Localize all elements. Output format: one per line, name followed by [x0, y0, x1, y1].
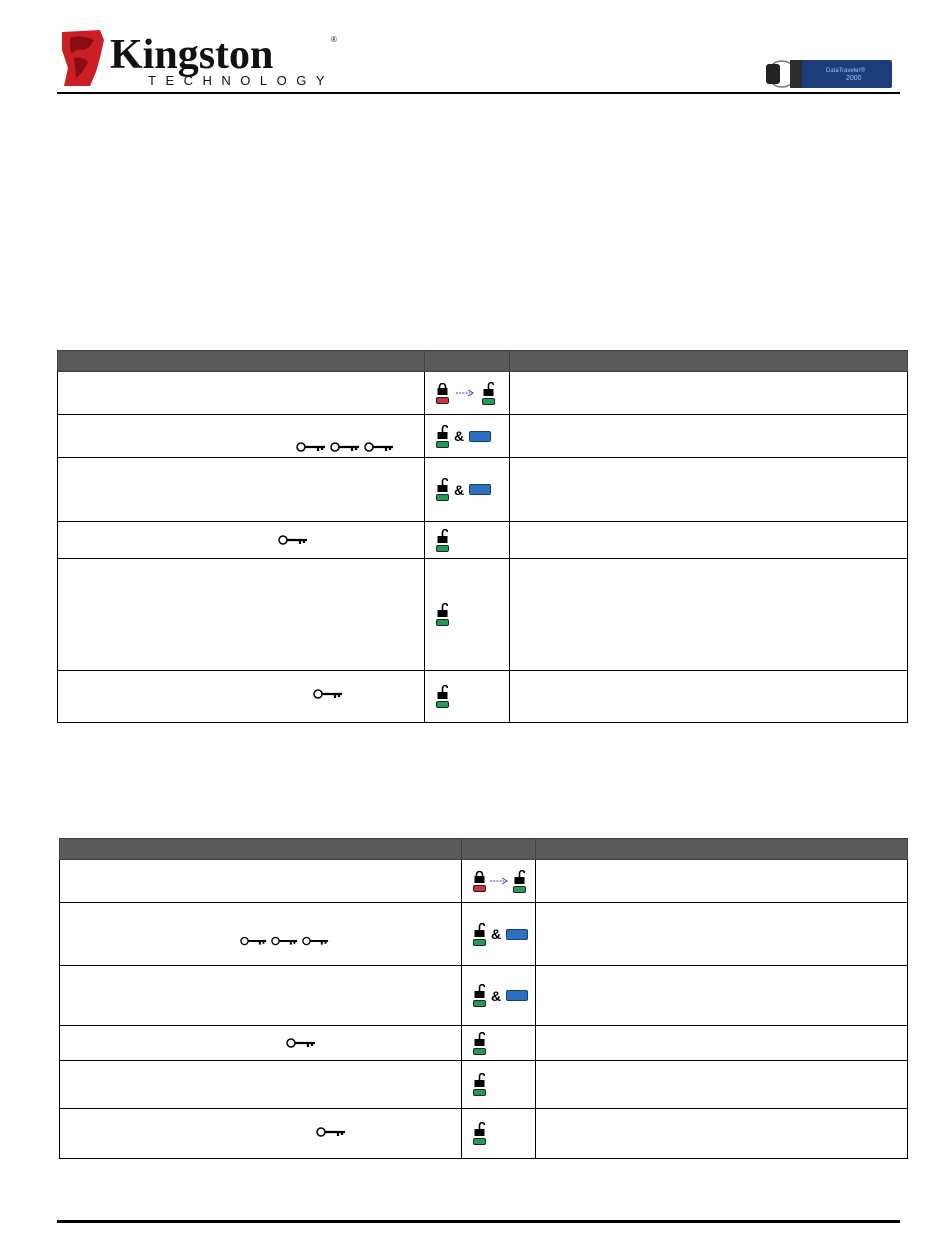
key-sequence: [316, 1127, 346, 1137]
padlock-open-icon: [435, 425, 449, 448]
row-description: [60, 1061, 462, 1109]
row-description: [60, 1026, 462, 1061]
ampersand: &: [491, 926, 502, 942]
table-row: [58, 671, 908, 723]
row-status: [536, 1061, 908, 1109]
column-header-description: [58, 351, 425, 372]
led-blue: [506, 990, 528, 1001]
table-row: [60, 1026, 908, 1061]
padlock-open-icon: [435, 603, 449, 626]
led-blue: [506, 929, 528, 940]
led-blue: [469, 484, 491, 495]
column-header-status: [510, 351, 908, 372]
key-sequence: [286, 1038, 316, 1048]
row-description: [58, 671, 425, 723]
key-icon: [364, 442, 394, 452]
column-header-indicator: [425, 351, 510, 372]
led-red: [473, 885, 486, 892]
footer-rule: [57, 1220, 900, 1223]
usb-device-image: [762, 48, 894, 90]
row-status: [510, 671, 908, 723]
row-indicator: [425, 559, 510, 671]
registered-mark: ®: [331, 35, 337, 44]
row-status: [536, 860, 908, 903]
row-indicator: [462, 966, 536, 1026]
padlock-closed-icon: [435, 383, 449, 404]
key-icon: [296, 442, 326, 452]
table-row: [60, 966, 908, 1026]
padlock-open-icon: [472, 984, 486, 1007]
table-row: [58, 372, 908, 415]
row-indicator: [462, 1109, 536, 1159]
kingston-head-logo-icon: [62, 30, 104, 86]
padlock-open-icon: [435, 478, 449, 501]
row-description: [58, 522, 425, 559]
led-green: [436, 619, 449, 626]
row-indicator: [425, 415, 510, 458]
row-description: [58, 559, 425, 671]
led-green: [482, 398, 495, 405]
row-status: [536, 1026, 908, 1061]
ampersand: &: [491, 987, 502, 1004]
led-green: [473, 1138, 486, 1145]
device-label: DataTraveler®: [826, 68, 865, 74]
arrow-right-icon: [489, 874, 509, 888]
device-label-model: 2000: [846, 75, 862, 82]
row-indicator: [462, 1061, 536, 1109]
led-green: [436, 494, 449, 501]
row-indicator: [425, 522, 510, 559]
key-icon: [278, 535, 308, 545]
column-header-indicator: [462, 839, 536, 860]
table-row: [58, 458, 908, 522]
key-icon: [240, 936, 267, 946]
led-green: [473, 939, 486, 946]
led-green: [436, 701, 449, 708]
row-description: [60, 966, 462, 1026]
padlock-open-icon: [472, 1122, 486, 1145]
row-status: [510, 372, 908, 415]
row-indicator: [462, 860, 536, 903]
table-row: [58, 559, 908, 671]
row-indicator: [462, 903, 536, 966]
row-status: [536, 1109, 908, 1159]
table-row: [60, 903, 908, 966]
key-icon: [316, 1127, 346, 1137]
row-description: [58, 415, 425, 458]
padlock-open-icon: [481, 382, 495, 405]
row-indicator: [425, 372, 510, 415]
row-status: [510, 522, 908, 559]
led-green: [473, 1048, 486, 1055]
led-green: [513, 886, 526, 893]
key-icon: [271, 936, 298, 946]
key-icon: [330, 442, 360, 452]
key-sequence: [240, 936, 329, 946]
led-table-2: [59, 838, 908, 1159]
row-description: [60, 1109, 462, 1159]
key-sequence: [296, 442, 394, 452]
column-header-description: [60, 839, 462, 860]
row-status: [510, 458, 908, 522]
row-status: [536, 966, 908, 1026]
header-rule: [57, 92, 900, 94]
row-indicator: [425, 458, 510, 522]
ampersand: &: [454, 428, 465, 444]
led-red: [436, 397, 449, 404]
key-sequence: [313, 689, 343, 699]
ampersand: &: [454, 481, 465, 498]
table-row: [58, 522, 908, 559]
table-header-row: [60, 839, 908, 860]
led-green: [473, 1089, 486, 1096]
column-header-status: [536, 839, 908, 860]
table-row: [58, 415, 908, 458]
led-green: [436, 441, 449, 448]
padlock-open-icon: [472, 1032, 486, 1055]
row-description: [58, 458, 425, 522]
row-description: [60, 860, 462, 903]
row-indicator: [462, 1026, 536, 1061]
row-status: [510, 415, 908, 458]
led-green: [473, 1000, 486, 1007]
row-indicator: [425, 671, 510, 723]
padlock-open-icon: [512, 870, 526, 893]
row-status: [510, 559, 908, 671]
arrow-right-icon: [455, 386, 475, 400]
led-green: [436, 545, 449, 552]
key-sequence: [278, 535, 308, 545]
row-description: [60, 903, 462, 966]
padlock-closed-icon: [472, 871, 486, 892]
kingston-logo: [60, 28, 345, 90]
padlock-open-icon: [435, 529, 449, 552]
table-row: [60, 860, 908, 903]
table-header-row: [58, 351, 908, 372]
key-icon: [313, 689, 343, 699]
padlock-open-icon: [472, 1073, 486, 1096]
table-row: [60, 1061, 908, 1109]
brand-subtitle: TECHNOLOGY: [148, 73, 335, 88]
padlock-open-icon: [472, 923, 486, 946]
key-icon: [302, 936, 329, 946]
brand-word: Kingston: [110, 32, 274, 78]
row-description: [58, 372, 425, 415]
row-status: [536, 903, 908, 966]
led-blue: [469, 431, 491, 442]
led-table-1: [57, 350, 908, 723]
table-row: [60, 1109, 908, 1159]
padlock-open-icon: [435, 685, 449, 708]
key-icon: [286, 1038, 316, 1048]
